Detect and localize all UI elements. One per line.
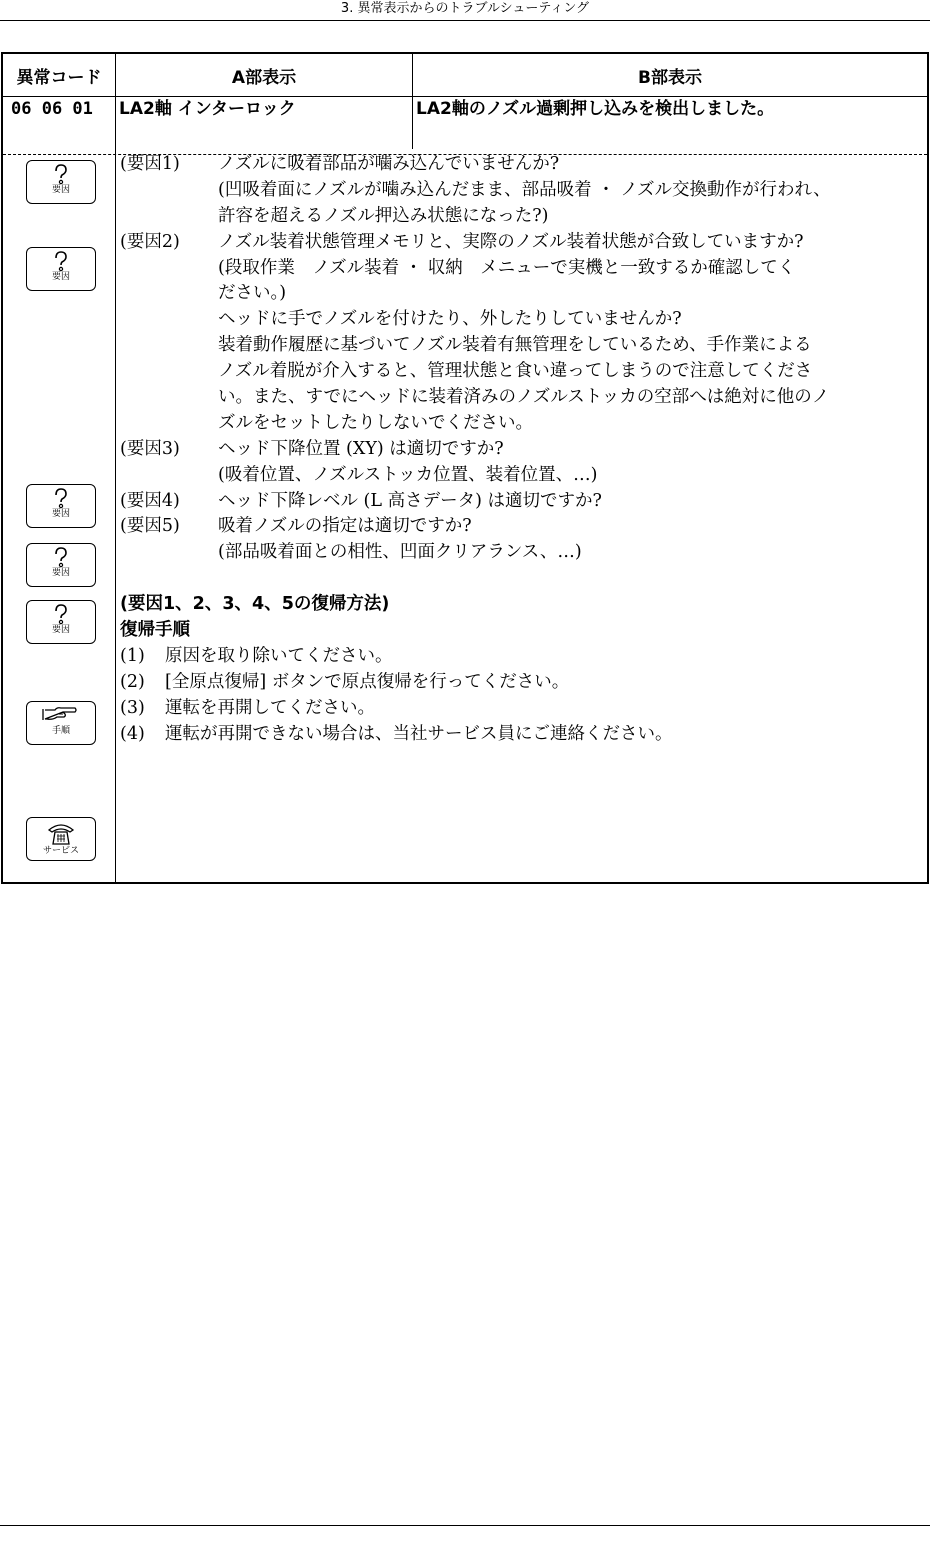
recovery-step	[120, 644, 920, 670]
error-code-value: 06 06 01	[11, 99, 93, 119]
spacer	[120, 566, 920, 592]
cause-label: (要因5)	[120, 516, 180, 537]
icon-caption: サービス	[42, 846, 79, 856]
cause-line	[120, 514, 920, 540]
cause-line	[120, 178, 920, 204]
cause-line	[120, 307, 920, 333]
cause-text: (段取作業 ノズル装着 ・ 収納 メニューで実機と一致するか確認してく	[218, 257, 796, 278]
header-rule	[0, 20, 930, 21]
step-text: 運転が再開できない場合は、当社サービス員にご連絡ください。	[165, 723, 673, 744]
cause-text: い。また、すでにヘッドに装着済みのノズルストッカの空部へは絶対に他のノ	[218, 387, 830, 408]
icon-caption: 手順	[51, 726, 70, 736]
cause-label: (要因4)	[120, 490, 180, 511]
cause-text: ださい。)	[218, 283, 287, 304]
cause-text: (凹吸着面にノズルが噛み込んだまま、部品吸着 ・ ノズル交換動作が行われ、	[218, 179, 831, 200]
cause-line	[120, 385, 920, 411]
step-number: (2)	[120, 671, 145, 692]
cause-text: 装着動作履歴に基づいてノズル装着有無管理をしているため、手作業による	[218, 335, 812, 356]
cause-icon	[26, 247, 96, 291]
header-error-code: 異常コード	[16, 67, 102, 88]
question-mark-icon	[50, 250, 72, 272]
cause-label: (要因3)	[120, 438, 180, 459]
recovery-step	[120, 670, 920, 696]
cause-text: ノズル着脱が介入すると、管理状態と食い違ってしまうので注意してくださ	[218, 361, 813, 382]
step-number: (1)	[120, 645, 145, 666]
cause-line	[120, 204, 920, 230]
cause-line	[120, 463, 920, 489]
cause-text: ズルをセットしたりしないでください。	[218, 412, 533, 433]
cause-text: (吸着位置、ノズルストッカ位置、装着位置、…)	[218, 464, 598, 485]
cause-text: (部品吸着面との相性、凹面クリアランス、…)	[218, 542, 582, 563]
question-mark-icon	[50, 546, 72, 568]
icon-caption: 要因	[51, 625, 70, 635]
cause-icon	[26, 600, 96, 644]
step-number: (4)	[120, 723, 145, 744]
cause-line	[120, 333, 920, 359]
step-number: (3)	[120, 697, 145, 718]
step-text: 運転を再開してください。	[165, 697, 375, 718]
cause-line	[120, 281, 920, 307]
cause-text: ヘッド下降レベル (L 高さデータ) は適切ですか?	[218, 490, 602, 511]
recovery-title: (要因1、2、3、4、5の復帰方法)	[120, 594, 390, 615]
cause-line	[120, 230, 920, 256]
cause-icon	[26, 543, 96, 587]
cause-line	[120, 152, 920, 178]
procedure-icon	[26, 701, 96, 745]
cause-line	[120, 437, 920, 463]
cause-label: (要因1)	[120, 154, 180, 174]
icon-caption: 要因	[51, 185, 70, 195]
cause-text: ノズル装着状態管理メモリと、実際のノズル装着状態が合致していますか?	[218, 231, 804, 252]
cause-text: 吸着ノズルの指定は適切ですか?	[218, 516, 472, 537]
cause-text: ヘッドに手でノズルを付けたり、外したりしていませんか?	[218, 309, 682, 330]
header-row-divider	[3, 96, 927, 97]
cause-label: (要因2)	[120, 231, 180, 252]
step-text: [全原点復帰] ボタンで原点復帰を行ってください。	[165, 671, 570, 692]
icon-caption: 要因	[51, 568, 70, 578]
icon-caption: 要因	[51, 509, 70, 519]
cause-icon	[26, 160, 96, 204]
header-b-display: B部表示	[638, 67, 702, 88]
telephone-icon	[41, 820, 81, 846]
recovery-subtitle: 復帰手順	[120, 620, 190, 641]
cause-line	[120, 359, 920, 385]
column-divider	[115, 54, 116, 882]
cause-line	[120, 256, 920, 282]
cause-text: ノズルに吸着部品が噛み込んでいませんか?	[218, 154, 560, 174]
b-display-value: LA2軸のノズル過剰押し込みを検出しました。	[416, 99, 775, 119]
header-a-display: A部表示	[231, 67, 297, 88]
recovery-step	[120, 722, 920, 748]
cause-icon	[26, 484, 96, 528]
cause-line	[120, 489, 920, 515]
question-mark-icon	[50, 603, 72, 625]
icon-caption: 要因	[51, 272, 70, 282]
cause-line	[120, 411, 920, 437]
recovery-step	[120, 696, 920, 722]
page-header-title: 3. 異常表示からのトラブルシューティング	[340, 1, 590, 16]
footer-rule	[0, 1525, 930, 1526]
question-mark-icon	[50, 163, 72, 185]
question-mark-icon	[50, 487, 72, 509]
a-display-value: LA2軸 インターロック	[119, 99, 296, 119]
cause-text: ヘッド下降位置 (XY) は適切ですか?	[218, 438, 504, 459]
cause-text: 許容を超えるノズル押込み状態になった?)	[218, 205, 549, 226]
cause-line	[120, 540, 920, 566]
service-icon	[26, 817, 96, 861]
pointing-hand-icon	[41, 704, 81, 726]
step-text: 原因を取り除いてください。	[165, 645, 393, 666]
troubleshooting-body	[120, 152, 920, 747]
